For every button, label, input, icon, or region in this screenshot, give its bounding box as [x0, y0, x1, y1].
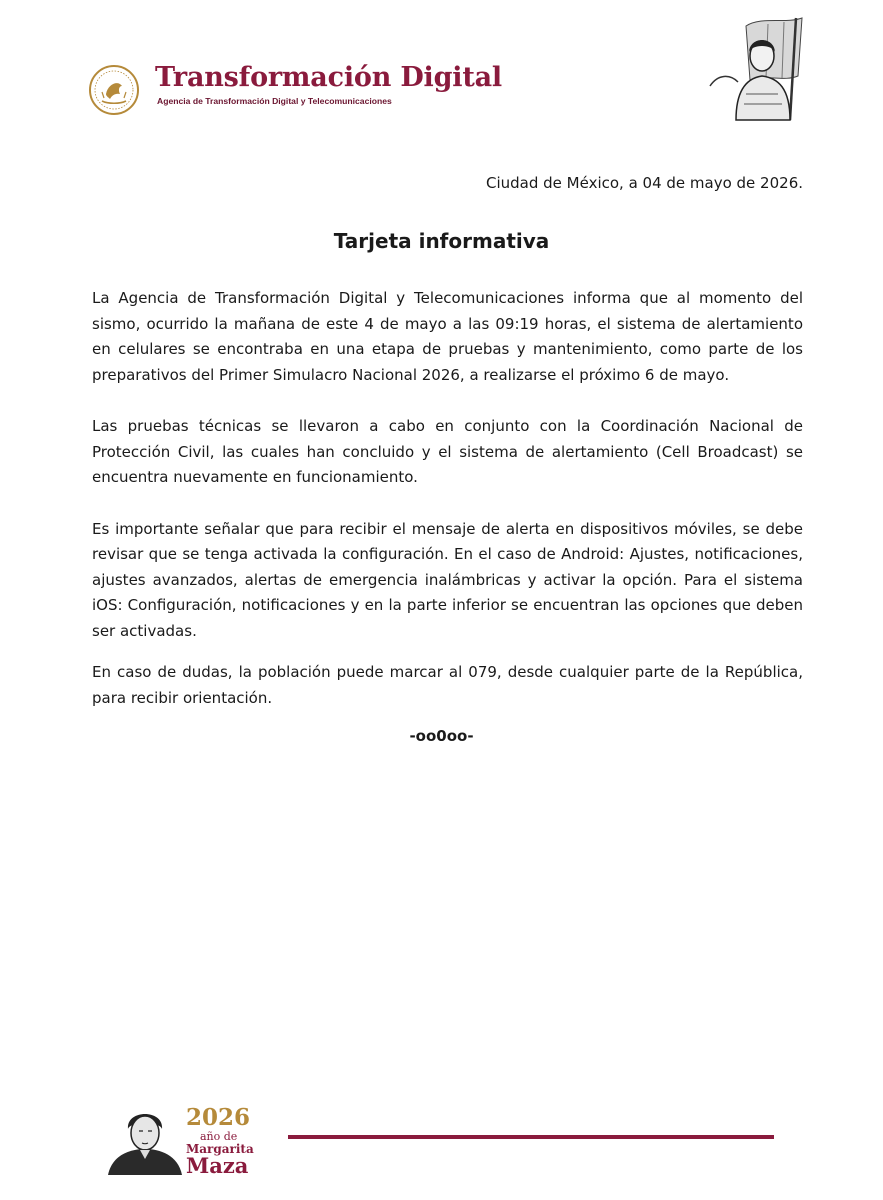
margarita-maza-portrait-icon — [106, 1103, 184, 1175]
footer-text-ano-de: año de — [200, 1130, 238, 1143]
paragraph: Es importante señalar que para recibir el mensaje de alerta en dispositivos móviles, se debe revisar que se tenga activada la configuración. En el caso de Android: Ajustes, notificaciones, ajustes avanzados, alertas de emergencia inalámbricas y activar la opción. Para el sistema iOS: Configuración, notificaciones y en la parte inferior se encuentran las opciones que deben ser activadas. — [92, 519, 803, 640]
brand-title: Transformación Digital — [155, 62, 502, 93]
footer-text-margarita: Margarita — [186, 1142, 254, 1156]
closing-mark: -oo0oo- — [409, 727, 474, 745]
paragraph: La Agencia de Transformación Digital y Telecomunicaciones informa que al momento del sismo, ocurrido la mañana de este 4 de mayo a las 09:19 horas, el sistema de alertamiento en celulares se encontraba en una etapa de pruebas y mantenimiento, como parte de los preparativos del Primer Simulacro Nacional 2026, a realizarse el próximo 6 de mayo. — [92, 289, 803, 384]
document-title: Tarjeta informativa — [333, 229, 550, 253]
national-seal-icon — [88, 64, 140, 116]
paragraph: Las pruebas técnicas se llevaron a cabo en conjunto con la Coordinación Nacional de Protección Civil, las cuales han concluido y el sistema de alertamiento (Cell Broadcast) se encuentra nuevamente en funcionamiento. — [92, 417, 803, 486]
paragraph: En caso de dudas, la población puede marcar al 079, desde cualquier parte de la República, para recibir orientación. — [92, 663, 803, 707]
brand-subtitle: Agencia de Transformación Digital y Telecomunicaciones — [157, 96, 392, 106]
footer-text-maza: Maza — [186, 1153, 249, 1178]
agency-logo — [88, 62, 502, 116]
document-body — [92, 286, 803, 711]
date-line: Ciudad de México, a 04 de mayo de 2026. — [486, 174, 803, 192]
woman-with-flag-portrait-icon — [706, 16, 804, 122]
footer-year: 2026 — [186, 1104, 251, 1131]
footer-divider — [288, 1135, 774, 1139]
